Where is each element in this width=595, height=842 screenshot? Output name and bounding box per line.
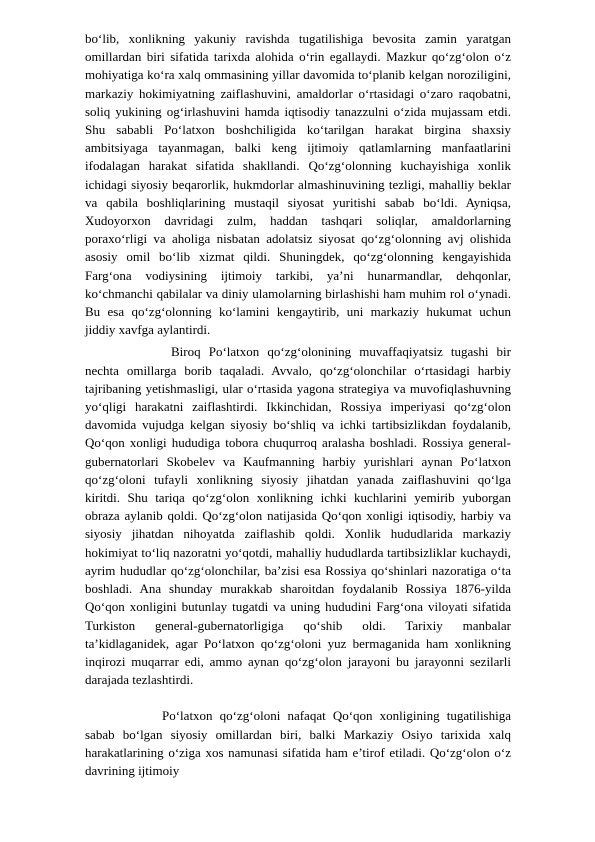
paragraph-continuation: bo‘lib, xonlikning yakuniy ravishda tugatilishiga bevosita zamin yaratgan omillardan biri sifatida tarixda alohida o‘rin egallaydi. Mazkur qo‘zg‘olon o‘z mohiyatiga ko‘ra xalq ommasining yillar davomida to‘planib kelgan noroziligini, markaziy hokimiyatning zaiflashuvini, amaldorlar o‘rtasidagi o‘zaro raqobatni, soliq yukining og‘irlashuvini hamda iqtisodiy tanazzulni o‘zida mujassam etdi. Shu sababli Po‘latxon boshchiligida ko‘tarilgan harakat birgina shaxsiy ambitsiyaga tayanmagan, balki keng ijtimoiy qatlamlarning manfaatlarini ifodalagan harakat sifatida shakllandi. Qo‘zg‘olonning kuchayishiga xonlik ichidagi siyosiy beqarorlik, hukmdorlar almashinuvining tezligi, mahalliy beklar va qabila boshliqlarining mustaqil siyosat yuritishi sabab bo‘ldi. Ayniqsa, Xudoyorxon davridagi zulm, haddan tashqari soliqlar, amaldorlarning poraxo‘rligi va aholiga nisbatan adolatsiz siyosat qo‘zg‘olonning avj olishida asosiy omil bo‘lib xizmat qildi. Shuningdek, qo‘zg‘olonning kengayishida Farg‘ona vodiysining ijtimoiy tarkibi, ya’ni hunarmandlar, dehqonlar, ko‘chmanchi qabilalar va diniy ulamolarning birlashishi ham muhim rol o‘ynadi. Bu esa qo‘zg‘olonning ko‘lamini kengaytirib, uni markaziy hukumat uchun jiddiy xavfga aylantirdi. [85, 31, 511, 338]
paragraph-failure-causes: Biroq Po‘latxon qo‘zg‘olonining muvaffaqiyatsiz tugashi bir nechta omillarga borib taqaladi. Avvalo, qo‘zg‘olonchilar o‘rtasidagi harbiy tajribaning yetishmasligi, ular o‘rtasida yagona strategiya va muvofiqlashuvning yo‘qligi harakatni zaiflashtirdi. Ikkinchidan, Rossiya imperiyasi qo‘zg‘olon davomida vujudga kelgan siyosiy bo‘shliq va ichki tartibsizlikdan foydalanib, Qo‘qon xonligi hududiga tobora chuqurroq aralasha boshladi. Rossiya general-gubernatorlari Skobelev va Kaufmanning harbiy yurishlari aynan Po‘latxon qo‘zg‘oloni tufayli xonlikning siyosiy jihatdan yanada zaiflashuvini qo‘lga kiritdi. Shu tariqa qo‘zg‘olon xonlikning ichki kuchlarini yemirib yuborgan obraza aylanib qoldi. Qo‘zg‘olon natijasida Qo‘qon xonligi iqtisodiy, harbiy va siyosiy jihatdan nihoyatda zaiflashib qoldi. Xonlik hududlarida markaziy hokimiyat to‘liq nazoratni yo‘qotdi, mahalliy hududlarda tartibsizliklar kuchaydi, ayrim hududlar qo‘zg‘olonchilar, ba’zisi esa Rossiya qo‘shinlari nazoratiga o‘ta boshladi. Ana shunday murakkab sharoitdan foydalanib Rossiya 1876-yilda Qo‘qon xonligini butunlay tugatdi va uning hududini Farg‘ona viloyati sifatida Turkiston general-gubernatorligiga qo‘shib oldi. Tarixiy manbalar ta’kidlaganidek, agar Po‘latxon qo‘zg‘oloni yuz bermaganida ham xonlikning inqirozi muqarrar edi, ammo aynan qo‘zg‘olon jarayoni bu jarayonni sezilarli darajada tezlashtirdi. [85, 344, 511, 688]
paragraph-spacer [85, 689, 511, 707]
paragraph-significance: Po‘latxon qo‘zg‘oloni nafaqat Qo‘qon xonligining tugatilishiga sabab bo‘lgan siyosiy omillardan biri, balki Markaziy Osiyo tarixida xalq harakatlarining o‘ziga xos namunasi sifatida ham e’tirof etiladi. Qo‘zg‘olon o‘z davrining ijtimoiy [85, 708, 511, 778]
document-page [85, 30, 511, 780]
